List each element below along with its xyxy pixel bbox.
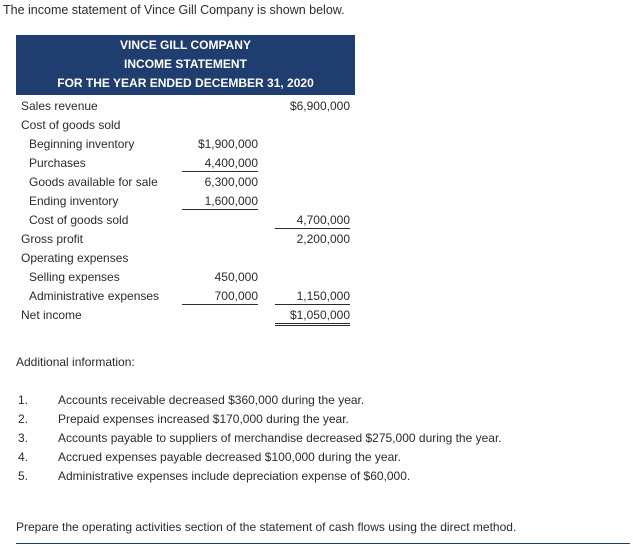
statement-header [16,35,355,95]
row-label: Beginning inventory [29,137,135,151]
row-label: Selling expenses [29,270,120,284]
list-item-text: Accrued expenses payable decreased $100,000 during the year. [58,450,401,464]
income-statement-table [16,35,355,325]
table-row [16,230,355,249]
row-value-col1: 4,400,000 [182,155,258,172]
row-label: Cost of goods sold [21,118,121,132]
row-label: Gross profit [21,232,84,246]
table-row [16,135,355,154]
row-value-col2: 4,700,000 [275,212,350,229]
row-label: Operating expenses [21,251,129,265]
row-label: Sales revenue [21,99,98,113]
row-value-col2: 2,200,000 [296,232,350,246]
table-row [16,306,355,325]
row-label: Goods available for sale [29,175,158,189]
list-item-text: Accounts payable to suppliers of merchandise decreased $275,000 during the year. [58,431,502,445]
table-row [16,249,355,268]
list-item-number: 5. [18,469,29,483]
row-value-col2: 1,150,000 [275,288,350,305]
additional-info-heading: Additional information: [16,355,135,369]
table-row [16,97,355,116]
list-item-number: 2. [18,412,29,426]
statement-period: FOR THE YEAR ENDED DECEMBER 31, 2020 [57,76,314,90]
list-item-number: 4. [18,450,29,464]
list-item-number: 3. [18,431,29,445]
table-row [16,211,355,230]
table-row [16,154,355,173]
row-value-col1: 700,000 [182,288,258,305]
table-row [16,268,355,287]
intro-text: The income statement of Vince Gill Company is shown below. [3,3,345,17]
list-item-text: Administrative expenses include depreciation expense of $60,000. [58,469,411,483]
company-name: VINCE GILL COMPANY [120,38,251,52]
row-label: Purchases [29,156,86,170]
row-label: Ending inventory [29,194,119,208]
list-item-number: 1. [18,393,29,407]
row-value-col1: $1,900,000 [197,137,258,151]
row-value-col1: 450,000 [214,270,258,284]
list-item-text: Accounts receivable decreased $360,000 during the year. [58,393,365,407]
statement-title: INCOME STATEMENT [124,57,247,71]
row-label: Cost of goods sold [29,213,129,227]
table-row [16,287,355,306]
row-label: Administrative expenses [29,289,160,303]
row-value-col1: 6,300,000 [204,175,258,189]
row-value-col2: $6,900,000 [289,99,350,113]
table-row [16,173,355,192]
row-label: Net income [21,308,82,322]
table-row [16,116,355,135]
row-value-col1: 1,600,000 [182,193,258,210]
table-row [16,192,355,211]
list-item-text: Prepaid expenses increased $170,000 during the year. [58,412,349,426]
instruction-text: Prepare the operating activities section of the statement of cash flows using the direct method. [16,520,517,534]
divider [16,543,630,544]
row-value-col2: $1,050,000 [275,307,350,326]
